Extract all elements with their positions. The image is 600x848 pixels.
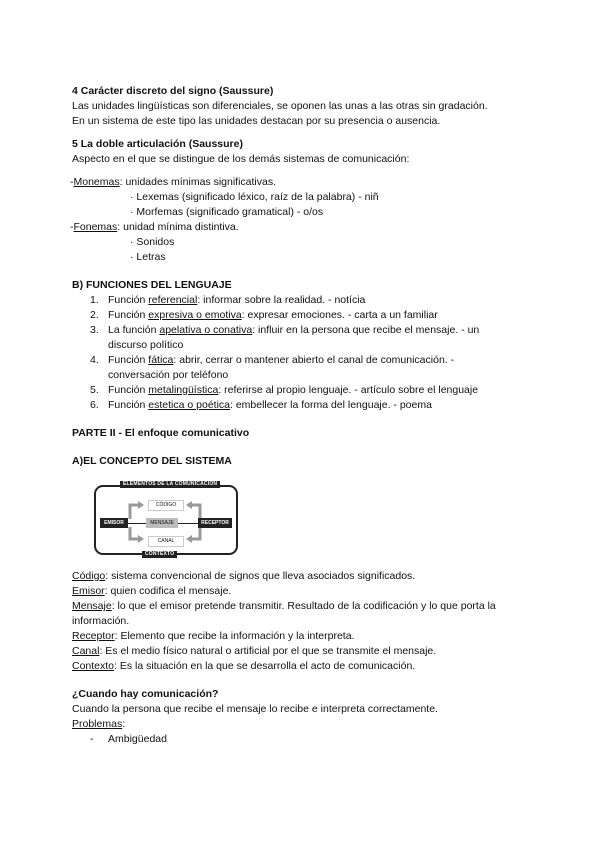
diagram-canal: CANAL (148, 536, 184, 547)
funcion-item-2: 2. Función expresiva o emotiva: expresar emociones. - carta a un familiar (90, 309, 438, 321)
section-5-title: 5 La doble articulación (Saussure) (72, 138, 243, 150)
section-4-paragraph-2: En un sistema de este tipo las unidades destacan por su presencia o ausencia. (72, 115, 441, 127)
communication-diagram (92, 477, 238, 559)
def-emisor: Emisor: quien codifica el mensaje. (72, 585, 232, 597)
diagram-connector-right (178, 523, 198, 524)
diagram-emisor: EMISOR (100, 518, 128, 528)
fonemas-term: Fonemas (73, 221, 118, 233)
def-canal: Canal: Es el medio físico natural o artificial por el que se transmite el mensaje. (72, 645, 437, 657)
monemas-dash: - (70, 176, 74, 188)
def-mensaje: Mensaje: lo que el emisor pretende transmitir. Resultado de la codificación y lo que porta la (72, 600, 496, 612)
diagram-codigo: CÓDIGO (148, 500, 184, 511)
letras-line: · Letras (130, 251, 166, 263)
section-4-title: 4 Carácter discreto del signo (Saussure) (72, 85, 274, 97)
list-item: - Ambigüedad (90, 733, 167, 745)
funcion-item-5: 5. Función metalingüística: referirse al propio lenguaje. - artículo sobre el lenguaje (90, 384, 479, 396)
sonidos-line: · Sonidos (130, 236, 175, 248)
def-receptor: Receptor: Elemento que recibe la información y la interpreta. (72, 630, 355, 642)
cuando-title: ¿Cuando hay comunicación? (72, 688, 219, 700)
monemas-text: : unidades mínimas significativas. (119, 176, 277, 188)
monemas-line (70, 175, 532, 190)
problemas-list (72, 732, 532, 747)
sistema-title: A)EL CONCEPTO DEL SISTEMA (72, 455, 232, 467)
diagram-receptor: RECEPTOR (198, 518, 232, 528)
fonemas-dash: - (70, 221, 74, 233)
def-codigo: Código: sistema convencional de signos que lleva asociados significados. (72, 570, 416, 582)
lexemas-line: · Lexemas (significado léxico, raíz de la palabra) - niñ (130, 191, 379, 203)
diagram-connector-left (128, 523, 146, 524)
funciones-list (72, 293, 532, 413)
document-page (72, 84, 532, 747)
parte-2-title: PARTE II - El enfoque comunicativo (72, 427, 250, 439)
diagram-mensaje: MENSAJE (146, 518, 178, 528)
funcion-item-3: 3. La función apelativa o conativa: influir en la persona que recibe el mensaje. - un discurso político (90, 324, 480, 351)
funcion-item-4: 4. Función fática: abrir, cerrar o mantener abierto el canal de comunicación. - conversación por teléfono (90, 354, 455, 381)
diagram-contexto: CONTEXTO (142, 551, 177, 558)
section-5-paragraph: Aspecto en el que se distingue de los demás sistemas de comunicación: (72, 153, 410, 165)
problemas-line: Problemas: (72, 718, 126, 730)
def-contexto: Contexto: Es la situación en la que se desarrolla el acto de comunicación. (72, 660, 416, 672)
funciones-title: B) FUNCIONES DEL LENGUAJE (72, 279, 232, 291)
fonemas-text: : unidad mínima distintiva. (117, 221, 239, 233)
problemas-term: Problemas (72, 718, 123, 730)
fonemas-line (70, 220, 532, 235)
diagram-header: ELEMENTOS DE LA COMUNICACIÓN (120, 481, 220, 488)
def-mensaje-cont: información. (72, 615, 130, 627)
section-4-paragraph-1: Las unidades lingüísticas son diferenciales, se oponen las unas a las otras sin gradación. (72, 100, 488, 112)
cuando-paragraph: Cuando la persona que recibe el mensaje lo recibe e interpreta correctamente. (72, 703, 438, 715)
morfemas-line: · Morfemas (significado gramatical) - o/os (130, 206, 324, 218)
funcion-item-1: 1. Función referencial: informar sobre la realidad. - notícia (90, 294, 366, 306)
monemas-term: Monemas (73, 176, 120, 188)
funcion-item-6: 6. Función estetica o poética: embellecer la forma del lenguaje. - poema (90, 399, 432, 411)
